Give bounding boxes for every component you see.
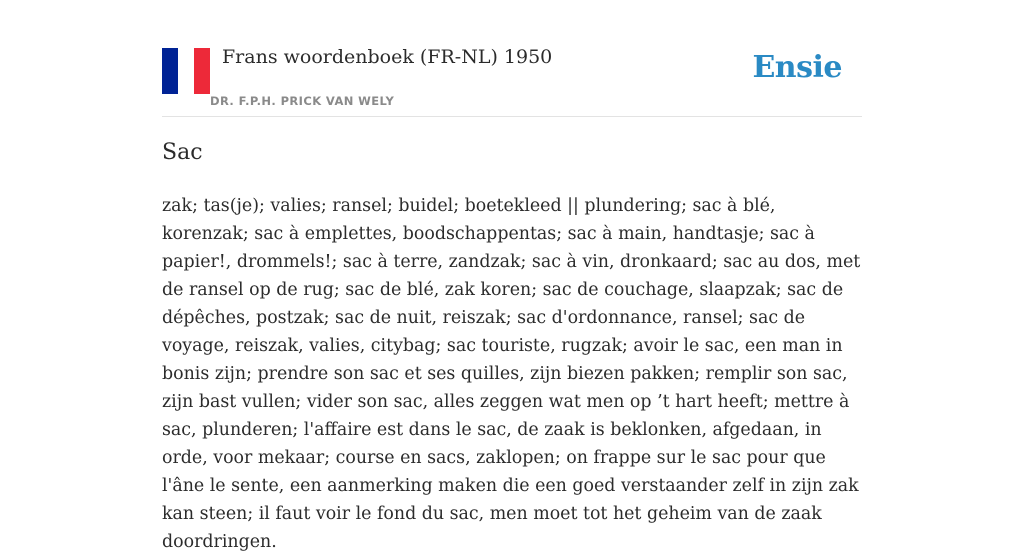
flag-blue-band — [162, 48, 178, 94]
entry-headword: Sac — [162, 140, 203, 165]
flag-red-band — [194, 48, 210, 94]
dictionary-author: DR. F.P.H. PRICK VAN WELY — [210, 94, 395, 108]
dictionary-header — [162, 0, 862, 117]
france-flag-icon — [162, 48, 210, 94]
brand-logo[interactable]: Ensie — [752, 50, 842, 85]
dictionary-title[interactable]: Frans woordenboek (FR-NL) 1950 — [222, 46, 553, 68]
flag-white-band — [178, 48, 194, 94]
entry-definition: zak; tas(je); valies; ransel; buidel; boetekleed || plundering; sac à blé, korenzak; sac à emplettes, boodschappentas; sac à main, handtasje; sac à papier!, drommels!; sac à terre, zandzak; sac à vin, dronkaard; sac au dos, met de ransel op de rug; sac de blé, zak koren; sac de couchage, slaapzak; sac de dépêches, postzak; sac de nuit, reiszak; sac d'ordonnance, ransel; sac de voyage, reiszak, valies, citybag; sac touriste, rugzak; avoir le sac, een man in bonis zijn; prendre son sac et ses quilles, zijn biezen pakken; remplir son sac, zijn bast vullen; vider son sac, alles zeggen wat men op ’t hart heeft; mettre à sac, plunderen; l'affaire est dans le sac, de zaak is beklonken, afgedaan, in orde, voor mekaar; course en sacs, zaklopen; on frappe sur le sac pour que l'âne le sente, een aanmerking maken die een goed verstaander zelf in zijn zak kan steen; il faut voir le fond du sac, men moet tot het geheim van de zaak doordringen. — [162, 196, 861, 552]
